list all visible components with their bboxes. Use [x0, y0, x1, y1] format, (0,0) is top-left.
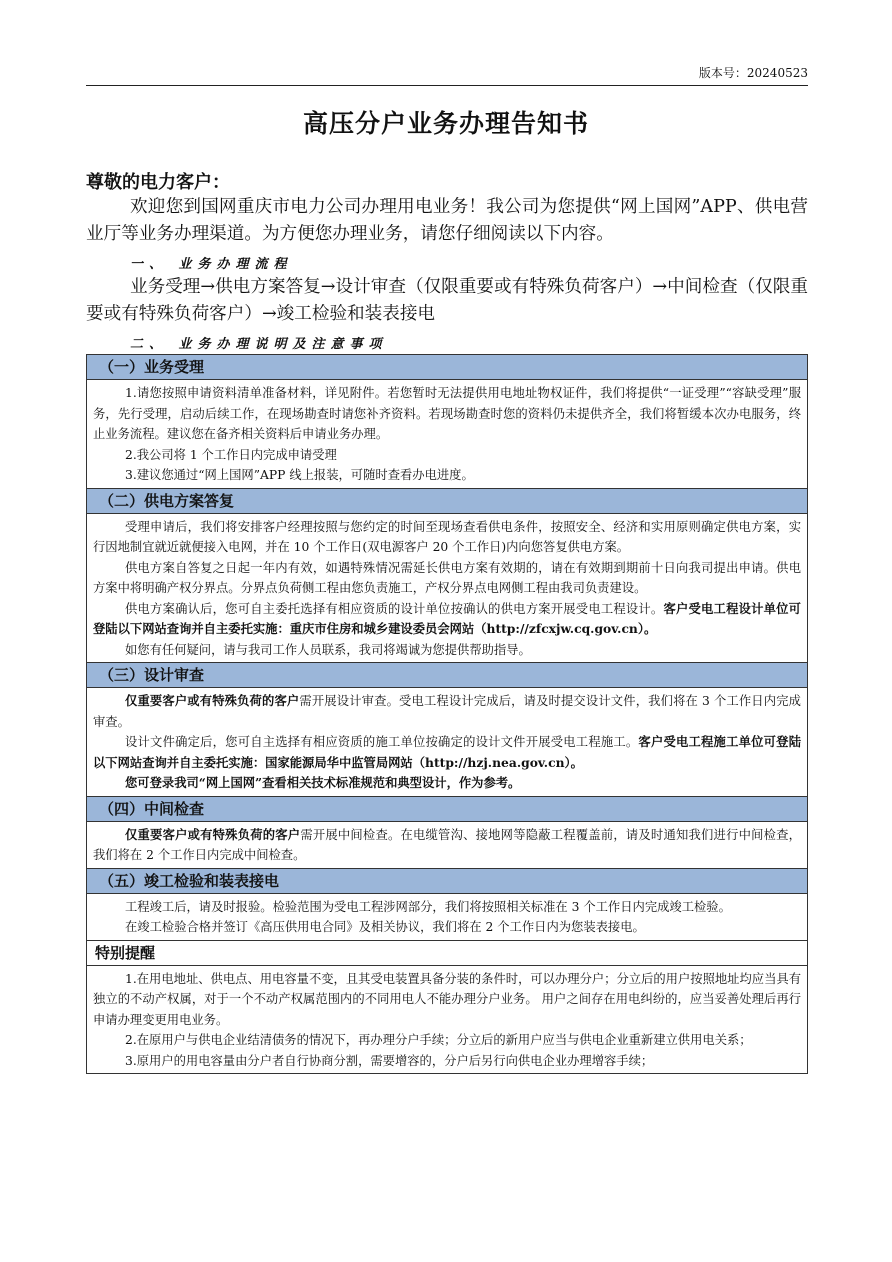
bold-text: 客户受电工程施工单位可登陆以下网站查询并自主委托实施：国家能源局华中监管局网站（http://hzj.nea.gov.cn）。 [93, 734, 801, 770]
section-header-completion: （五）竣工检验和装表接电 [87, 869, 807, 894]
paragraph [93, 732, 801, 773]
paragraph: 供电方案自答复之日起一年内有效，如遇特殊情况需延长供电方案有效期的，请在有效期到期前十日向我司提出申请。供电方案中将明确产权分界点。分界点负荷侧工程由您负责施工，产权分界点电网侧工程由我司负责建设。 [93, 560, 801, 595]
section-body-design-review [87, 688, 807, 797]
paragraph [93, 691, 801, 732]
section-heading-process: 一、 业务办理流程 [130, 257, 293, 272]
section-heading-notes: 二、 业务办理说明及注意事项 [130, 337, 388, 352]
text-span: 需开展中间检查。在电缆管沟、接地网等隐蔽工程覆盖前，请及时通知我们进行中间检查，我们将在 2 个工作日内完成中间检查。 [93, 827, 801, 862]
section-header-design-review: （三）设计审查 [87, 663, 807, 688]
paragraph: 您可登录我司“网上国网”查看相关技术标准规范和典型设计，作为参考。 [125, 775, 521, 790]
page-title: 高压分户业务办理告知书 [302, 109, 589, 138]
paragraph: 受理申请后，我们将安排客户经理按照与您约定的时间至现场查看供电条件，按照安全、经济和实用原则确定供电方案，实行因地制宜就近就便接入电网，并在 10 个工作日(双电源客户 20 个工作日)内向您答复供电方案。 [93, 519, 801, 554]
intro-paragraph: 欢迎您到国网重庆市电力公司办理用电业务！我公司为您提供“网上国网”APP、供电营业厅等业务办理渠道。为方便您办理业务，请您仔细阅读以下内容。 [86, 197, 808, 244]
paragraph: 2.我公司将 1 个工作日内完成申请受理 [125, 447, 337, 462]
paragraph: 1.在用电地址、供电点、用电容量不变，且其受电装置具备分装的条件时，可以办理分户；分立后的用户按照地址均应当具有独立的不动产权属，对于一个不动产权属范围内的不同用电人不能办理分户业务。 用户之间存在用电纠纷的，应当妥善处理后再行申请办理变更用电业务。 [93, 971, 801, 1027]
paragraph [93, 825, 801, 866]
paragraph: 2.在原用户与供电企业结清债务的情况下，再办理分户手续；分立后的新用户应当与供电企业重新建立供用电关系； [125, 1033, 752, 1047]
text-span: 供电方案确认后，您可自主委托选择有相应资质的设计单位按确认的供电方案开展受电工程设计。 [125, 601, 664, 616]
section-header-supply-plan: （二）供电方案答复 [87, 489, 807, 514]
text-span: 设计文件确定后，您可自主选择有相应资质的施工单位按确定的设计文件开展受电工程施工。 [125, 735, 639, 749]
section-body-mid-inspection [87, 822, 807, 869]
bold-text: 仅重要客户或有特殊负荷的客户 [125, 693, 300, 708]
paragraph: 工程竣工后，请及时报验。检验范围为受电工程涉网部分，我们将按照相关标准在 3 个工作日内完成竣工检验。 [125, 899, 731, 914]
paragraph: 在竣工检验合格并签订《高压供用电合同》及相关协议，我们将在 2 个工作日内为您装表接电。 [125, 920, 645, 934]
paragraph [93, 599, 801, 640]
paragraph: 3.原用户的用电容量由分户者自行协商分割，需要增容的，分户后另行向供电企业办理增容手续； [125, 1053, 654, 1068]
section-header-mid-inspection: （四）中间检查 [87, 797, 807, 822]
paragraph: 如您有任何疑问，请与我司工作人员联系，我司将竭诚为您提供帮助指导。 [125, 642, 531, 657]
section-body-completion [87, 894, 807, 941]
greeting: 尊敬的电力客户： [86, 172, 230, 193]
process-flow: 业务受理→供电方案答复→设计审查（仅限重要或有特殊负荷客户）→中间检查（仅限重要或有特殊负荷客户）→竣工检验和装表接电 [86, 277, 808, 324]
section-body-special-reminder [87, 966, 807, 1074]
paragraph: 3.建议您通过“网上国网”APP 线上报装，可随时查看办电进度。 [125, 468, 474, 482]
paragraph: 1.请您按照申请资料清单准备材料，详见附件。若您暂时无法提供用电地址物权证件，我们将提供“一证受理”“容缺受理”服务，先行受理，启动后续工作，在现场勘查时请您补齐资料。若现场勘查时您的资料仍未提供齐全，我们将暂缓本次办电服务，终止业务流程。建议您在备齐相关资料后申请业务办理。 [93, 386, 801, 441]
notes-table [86, 354, 808, 1074]
bold-text: 仅重要客户或有特殊负荷的客户 [125, 826, 301, 842]
section-header-acceptance: （一）业务受理 [87, 355, 807, 380]
section-header-special-reminder: 特别提醒 [87, 941, 807, 966]
text-span: 需开展设计审查。受电工程设计完成后，请及时提交设计文件，我们将在 3 个工作日内完成审查。 [93, 694, 801, 729]
section-body-acceptance [87, 380, 807, 489]
version-number: 版本号：20240523 [86, 64, 808, 86]
section-body-supply-plan [87, 514, 807, 664]
bold-text: 客户受电工程设计单位可登陆以下网站查询并自主委托实施：重庆市住房和城乡建设委员会网站（http://zfcxjw.cq.gov.cn）。 [93, 600, 801, 636]
